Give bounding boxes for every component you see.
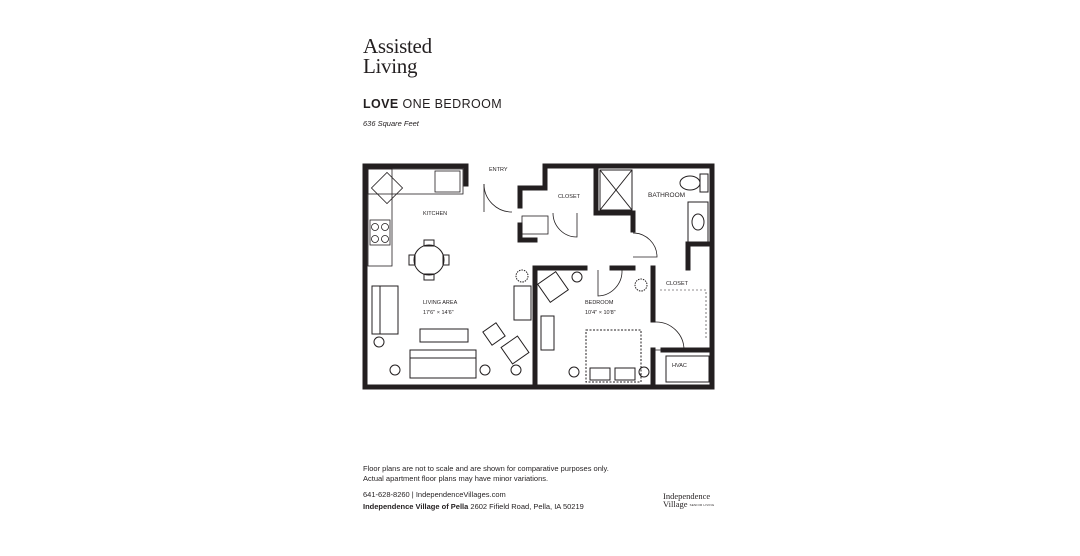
dining-table — [409, 240, 449, 280]
bathroom-door — [633, 233, 657, 257]
disclaimer-line-2: Actual apartment floor plans may have minor variations. — [363, 473, 549, 483]
bedroom-door — [598, 270, 622, 296]
living-furniture — [372, 270, 531, 378]
logo-line-1: Independence — [663, 491, 711, 501]
entry-door — [484, 184, 512, 212]
address-line — [363, 502, 584, 511]
title-line-2: Living — [363, 54, 418, 78]
bathroom-fixtures — [600, 170, 708, 242]
label-living-dims: 17'6" × 14'6" — [423, 310, 454, 316]
square-feet: 636 Square Feet — [363, 119, 419, 128]
disclaimer — [363, 464, 663, 483]
closet-rod — [660, 290, 706, 340]
closet-door — [553, 213, 577, 237]
closet-shelf — [522, 216, 548, 234]
title-line-1: Assisted — [363, 34, 432, 58]
logo-word: Village — [663, 499, 688, 509]
label-hvac: HVAC — [672, 363, 687, 369]
brand-logo — [663, 492, 714, 509]
walls — [365, 166, 712, 387]
label-closet-2: CLOSET — [666, 281, 689, 287]
label-entry: ENTRY — [489, 167, 508, 173]
kitchen-counters — [368, 169, 463, 266]
logo-line-2 — [663, 500, 714, 509]
label-living-area: LIVING AREA — [423, 300, 458, 306]
label-bathroom: BATHROOM — [648, 192, 686, 199]
street-address: 2602 Fifield Road, Pella, IA 50219 — [470, 502, 584, 511]
contact-line: 641-628-8260 | IndependenceVillages.com — [363, 490, 506, 499]
plan-name-rest: ONE BEDROOM — [402, 97, 503, 111]
label-kitchen: KITCHEN — [423, 211, 448, 217]
label-bedroom-dims: 10'4" × 10'8" — [585, 310, 616, 316]
label-closet-1: CLOSET — [558, 194, 581, 200]
logo-tagline: SENIOR LIVING — [689, 503, 715, 508]
label-bedroom: BEDROOM — [585, 300, 614, 306]
plan-name-bold: LOVE — [363, 97, 399, 111]
disclaimer-line-1: Floor plans are not to scale and are shown for comparative purposes only. — [363, 464, 609, 473]
closet-door-2 — [655, 322, 684, 350]
community-name: Independence Village of Pella — [363, 502, 469, 511]
